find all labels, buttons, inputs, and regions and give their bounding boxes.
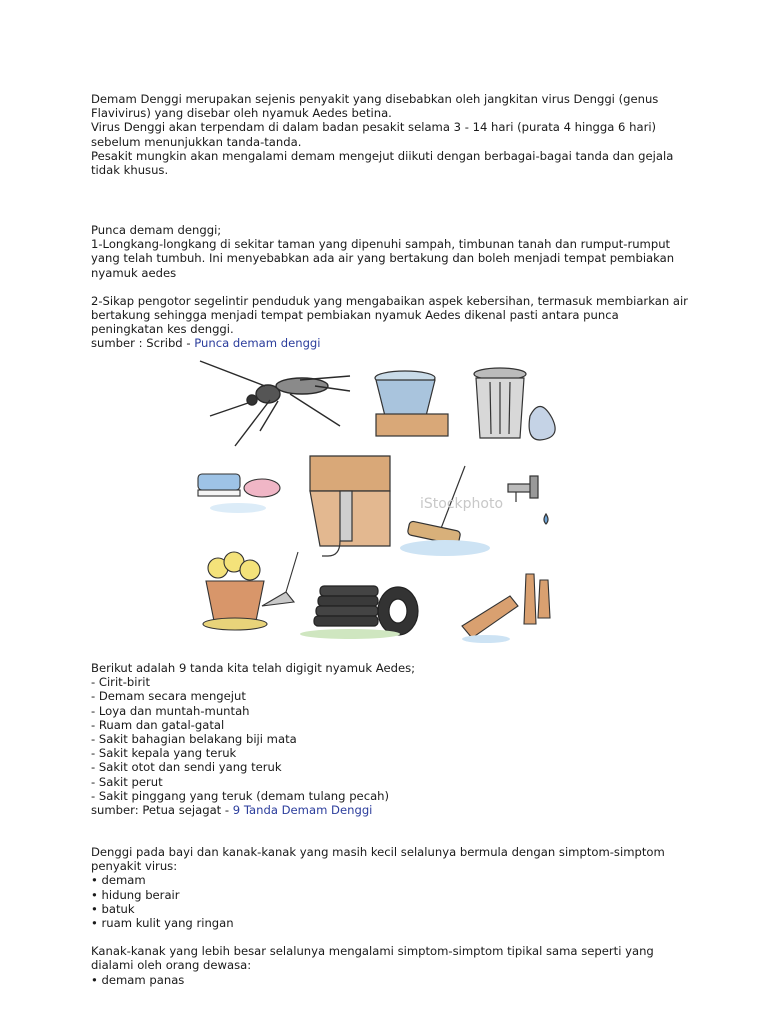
children-list: [91, 873, 691, 930]
list-item: • demam: [91, 873, 146, 888]
list-item: - Cirit-birit: [91, 675, 151, 690]
source-link-9-tanda[interactable]: 9 Tanda Demam Denggi: [232, 803, 373, 818]
list-item: - Sakit perut: [91, 774, 163, 789]
causes-section: [91, 223, 691, 351]
older-children-intro: Kanak-kanak yang lebih besar selalunya mengalami simptom-simptom tipikal sama seperti yang dialami oleh orang dewasa:: [91, 944, 654, 973]
tyres-icon: [300, 586, 418, 639]
list-item: • hidung berair: [91, 887, 180, 902]
cause-1: 1-Longkang-longkang di sekitar taman yang dipenuhi sampah, timbunan tanah dan rumput-rumput yang telah tumbuh. Ini menyebabkan ada air yang bertakung dan boleh menjadi tempat pembiakan nyamuk aedes: [91, 237, 675, 280]
list-item: - Sakit kepala yang teruk: [91, 746, 237, 761]
watermark-text: iStockphoto: [420, 496, 504, 512]
intro-paragraph-3: Pesakit mungkin akan mengalami demam mengejut diikuti dengan berbagai-bagai tanda dan gejala tidak khusus.: [91, 148, 674, 178]
tap-icon: [508, 476, 548, 524]
symptoms-section: [91, 661, 691, 817]
bottles-icon: [462, 574, 550, 643]
causes-heading: Punca demam denggi;: [91, 223, 222, 237]
illustration-svg: [190, 356, 570, 646]
roof-gutter-icon: [310, 456, 390, 556]
source-link-punca[interactable]: Punca demam denggi: [194, 336, 321, 351]
brush-soap-icon: [198, 474, 280, 513]
causes-source: sumber : Scribd - Punca demam denggi: [91, 336, 321, 351]
intro-paragraph-2: Virus Denggi akan terpendam di dalam badan pesakit selama 3 - 14 hari (purata 4 hingga 6 hari) sebelum menunjukkan tanda-tanda.: [91, 120, 657, 149]
list-item: - Demam secara mengejut: [91, 689, 246, 704]
older-children-list: [91, 973, 691, 987]
list-item: • batuk: [91, 901, 135, 916]
list-item: - Sakit bahagian belakang biji mata: [91, 732, 297, 747]
symptoms-source: sumber: Petua sejagat - 9 Tanda Demam Denggi: [91, 803, 373, 818]
symptoms-list: [91, 675, 691, 803]
children-section: [91, 845, 691, 987]
list-item: - Loya dan muntah-muntah: [91, 703, 250, 718]
children-intro: Denggi pada bayi dan kanak-kanak yang masih kecil selalunya bermula dengan simptom-simptom penyakit virus:: [91, 845, 665, 874]
trash-can-icon: [474, 368, 555, 440]
list-item: • ruam kulit yang ringan: [91, 916, 234, 931]
mosquito-icon: [200, 361, 350, 446]
breeding-sites-illustration: [190, 356, 570, 646]
cause-2: 2-Sikap pengotor segelintir penduduk yang mengabaikan aspek kebersihan, termasuk membiarkan air bertakung sehingga menjadi tempat pembiakan nyamuk Aedes dikenal pasti antara punca peningkatan kes denggi.: [91, 293, 688, 337]
list-item: - Ruam dan gatal-gatal: [91, 717, 225, 732]
list-item: • demam panas: [91, 972, 185, 987]
symptoms-heading: Berikut adalah 9 tanda kita telah digigit nyamuk Aedes;: [91, 661, 416, 675]
intro-section: [91, 92, 691, 177]
list-item: - Sakit otot dan sendi yang teruk: [91, 760, 282, 775]
intro-paragraph-1: Demam Denggi merupakan sejenis penyakit yang disebabkan oleh jangkitan virus Denggi (genus Flavivirus) yang disebar oleh nyamuk Aedes betina.: [91, 92, 659, 121]
bucket-icon: [375, 371, 448, 436]
flower-pot-icon: [203, 552, 298, 630]
list-item: - Sakit pinggang yang teruk (demam tulang pecah): [91, 788, 390, 803]
